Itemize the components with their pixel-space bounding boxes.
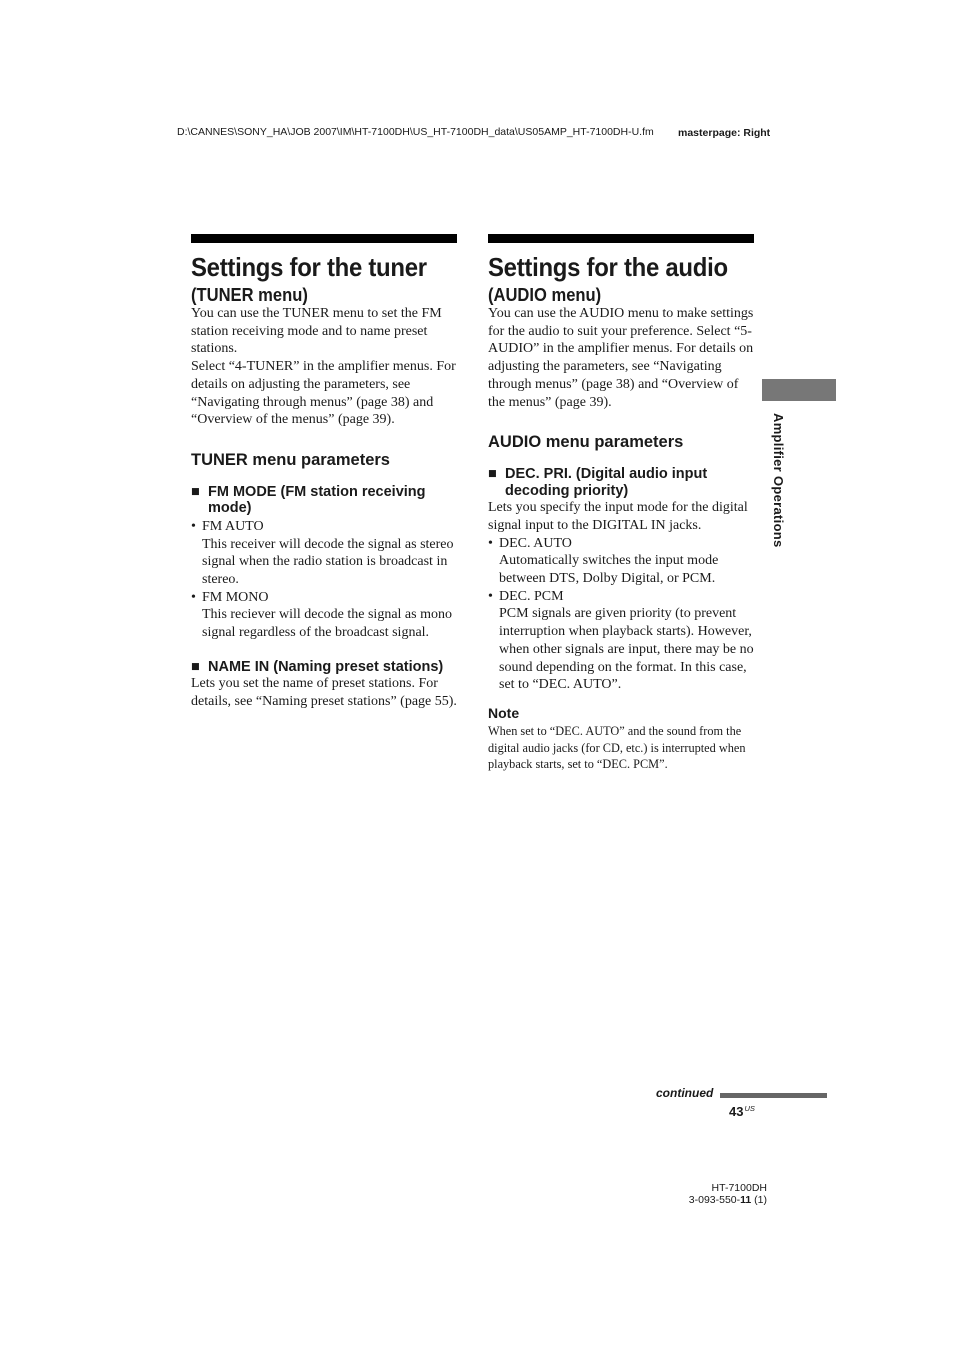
footer-code-bold: 11: [740, 1194, 752, 1206]
page-number: [729, 1104, 755, 1119]
side-tab-label: Amplifier Operations: [771, 413, 786, 548]
params-heading: AUDIO menu parameters: [488, 433, 684, 452]
footer-model: HT-7100DH: [711, 1182, 767, 1194]
select-text: Select “4-TUNER” in the amplifier menus. For details on adjusting the parameters, see “Navigating through menus” (page 38) and “Overview of the menus” (page 39).: [191, 359, 456, 428]
masterpage-label: masterpage: Right: [678, 127, 771, 139]
section-rule: [191, 234, 457, 243]
continued-label: continued: [656, 1086, 714, 1100]
dec-pri-text: Lets you specify the input mode for the digital signal input to the DIGITAL IN jacks.: [488, 500, 748, 533]
square-bullet-icon: ■: [488, 466, 497, 483]
section-title: Settings for the audio: [488, 252, 728, 282]
page-number-value: 43: [729, 1104, 744, 1119]
bullet-icon: •: [488, 535, 493, 551]
fm-mode-options: [191, 518, 457, 642]
fm-mode-heading: [191, 484, 457, 517]
note-heading: Note: [488, 704, 520, 721]
dec-pri-options: [488, 535, 754, 694]
audio-section: [488, 234, 754, 773]
file-path: D:\CANNES\SONY_HA\JOB 2007\IM\HT-7100DH\US_HT-7100DH_data\US05AMP_HT-7100DH-U.fm: [177, 126, 654, 138]
name-in-heading-text: NAME IN (Naming preset stations): [208, 658, 444, 675]
square-bullet-icon: ■: [191, 483, 200, 500]
option-description: PCM signals are given priority (to prevent interruption when playback starts). However, when other signals are input, there may be no sound depending on the format. In this case, set to “DEC. AUTO”.: [499, 606, 754, 693]
bullet-icon: •: [191, 589, 196, 605]
section-title: Settings for the tuner: [191, 252, 427, 282]
section-subtitle: (AUDIO menu): [488, 285, 602, 305]
section-subtitle: (TUNER menu): [191, 285, 308, 305]
option-description: This reciever will decode the signal as mono signal regardless of the broadcast signal.: [202, 607, 452, 641]
option-label: FM MONO: [202, 589, 269, 605]
name-in-heading: [191, 659, 457, 676]
params-heading: TUNER menu parameters: [191, 450, 390, 469]
option-label: DEC. PCM: [499, 588, 564, 604]
dec-pri-heading: [488, 466, 754, 499]
tuner-section: [191, 234, 457, 711]
dec-pri-heading-text: DEC. PRI. (Digital audio input decoding priority): [505, 466, 708, 499]
list-item: [191, 589, 457, 607]
option-description: Automatically switches the input mode between DTS, Dolby Digital, or PCM.: [499, 553, 719, 587]
option-label: DEC. AUTO: [499, 535, 572, 551]
name-in-text: Lets you set the name of preset stations. For details, see “Naming preset stations” (page 55).: [191, 676, 457, 710]
list-item: [488, 535, 754, 553]
bullet-icon: •: [191, 518, 196, 534]
square-bullet-icon: ■: [191, 658, 200, 675]
section-tab-marker: [762, 379, 836, 401]
list-item: [191, 518, 457, 536]
page-number-suffix: US: [744, 1104, 755, 1113]
footer-code: [600, 1194, 767, 1206]
list-item: [488, 588, 754, 606]
option-label: FM AUTO: [202, 518, 264, 534]
intro-text: You can use the TUNER menu to set the FM station receiving mode and to name preset stations.: [191, 306, 442, 357]
bullet-icon: •: [488, 588, 493, 604]
option-description: This receiver will decode the signal as stereo signal when the radio station is broadcast in stereo.: [202, 536, 454, 588]
footer-code-prefix: 3-093-550-: [688, 1194, 741, 1206]
footer-code-suffix: (1): [751, 1194, 767, 1206]
intro-text: You can use the AUDIO menu to make settings for the audio to suit your preference. Select “5-AUDIO” in the amplifier menus. For details on adjusting the parameters, see “Navigating through menus” (page 38) and “Overview of the menus” (page 39).: [488, 306, 754, 410]
continued-bar: [720, 1093, 827, 1098]
section-rule: [488, 234, 754, 243]
note-text: When set to “DEC. AUTO” and the sound from the digital audio jacks (for CD, etc.) is interrupted when playback starts, set to “DEC. PCM”.: [488, 723, 746, 772]
fm-mode-heading-text: FM MODE (FM station receiving mode): [208, 483, 426, 517]
